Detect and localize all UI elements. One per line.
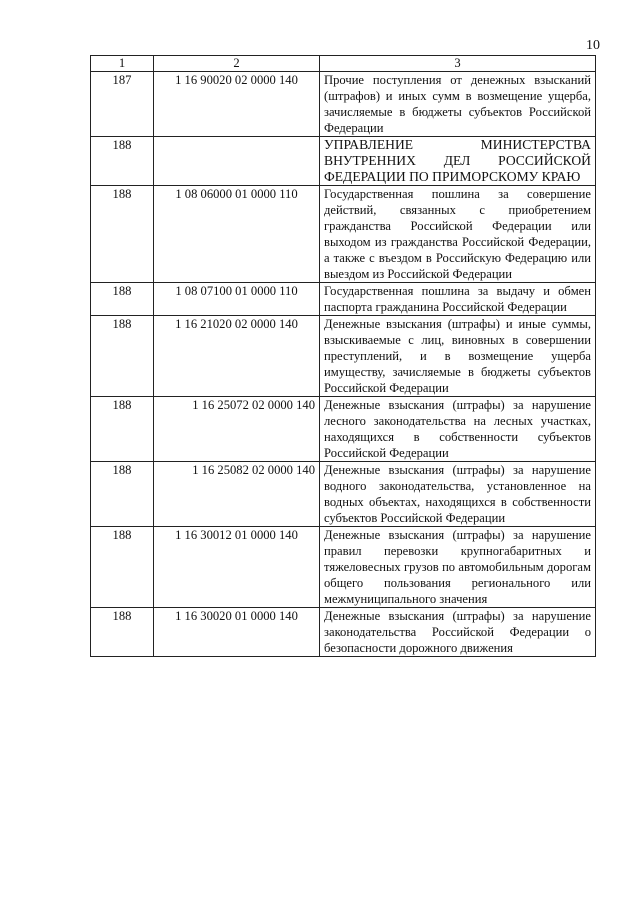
table-row (91, 608, 596, 657)
table-row (91, 316, 596, 397)
revenue-code-cell: 1 16 21020 02 0000 140 (154, 316, 320, 397)
revenue-description-cell: Прочие поступления от денежных взысканий (штрафов) и иных сумм в возмещение ущерба, зачисляемые в бюджеты субъектов Российской Федерации (320, 72, 596, 137)
admin-code-cell: 188 (91, 283, 154, 316)
table-row (91, 397, 596, 462)
revenue-description-cell: Денежные взыскания (штрафы) за нарушение лесного законодательства на лесных участках, находящихся в собственности субъектов Российской Федерации (320, 397, 596, 462)
department-name-cell: УПРАВЛЕНИЕ МИНИСТЕРСТВА ВНУТРЕННИХ ДЕЛ РОССИЙСКОЙ ФЕДЕРАЦИИ ПО ПРИМОРСКОМУ КРАЮ (320, 137, 596, 186)
column-header-3: 3 (320, 56, 596, 72)
revenue-description-cell: Государственная пошлина за выдачу и обмен паспорта гражданина Российской Федерации (320, 283, 596, 316)
revenue-description-cell: Денежные взыскания (штрафы) за нарушение правил перевозки крупногабаритных и тяжеловесных грузов по автомобильным дорогам общего пользования регионального или межмуниципального значения (320, 527, 596, 608)
page-number: 10 (586, 38, 600, 53)
table-row (91, 186, 596, 283)
revenue-code-cell: 1 16 30020 01 0000 140 (154, 608, 320, 657)
revenue-code-cell: 1 08 06000 01 0000 110 (154, 186, 320, 283)
admin-code-cell: 188 (91, 316, 154, 397)
revenue-description-cell: Государственная пошлина за совершение действий, связанных с приобретением гражданства Российской Федерации или выходом из гражданства Российской Федерации, а также с въездом в Российскую Федерацию или выездом из Российской Федерации (320, 186, 596, 283)
column-header-1: 1 (91, 56, 154, 72)
admin-code-cell: 188 (91, 397, 154, 462)
admin-code-cell: 188 (91, 462, 154, 527)
revenue-code-cell: 1 16 25082 02 0000 140 (154, 462, 320, 527)
table-row (91, 72, 596, 137)
table-header-row (91, 56, 596, 72)
revenue-description-cell: Денежные взыскания (штрафы) за нарушение водного законодательства, установленное на водных объектах, находящихся в собственности субъектов Российской Федерации (320, 462, 596, 527)
admin-code-cell: 188 (91, 608, 154, 657)
admin-code-cell: 188 (91, 137, 154, 186)
table-row (91, 462, 596, 527)
admin-code-cell: 188 (91, 186, 154, 283)
revenue-code-cell: 1 16 30012 01 0000 140 (154, 527, 320, 608)
table-row (91, 527, 596, 608)
revenue-code-cell: 1 16 90020 02 0000 140 (154, 72, 320, 137)
table-row (91, 137, 596, 186)
admin-code-cell: 188 (91, 527, 154, 608)
column-header-2: 2 (154, 56, 320, 72)
revenue-code-cell: 1 16 25072 02 0000 140 (154, 397, 320, 462)
revenue-description-cell: Денежные взыскания (штрафы) за нарушение законодательства Российской Федерации о безопасности дорожного движения (320, 608, 596, 657)
table-row (91, 283, 596, 316)
revenue-codes-table (90, 55, 596, 657)
revenue-code-cell: 1 08 07100 01 0000 110 (154, 283, 320, 316)
revenue-code-cell (154, 137, 320, 186)
revenue-description-cell: Денежные взыскания (штрафы) и иные суммы, взыскиваемые с лиц, виновных в совершении преступлений, и в возмещение ущерба имуществу, зачисляемые в бюджеты субъектов Российской Федерации (320, 316, 596, 397)
admin-code-cell: 187 (91, 72, 154, 137)
